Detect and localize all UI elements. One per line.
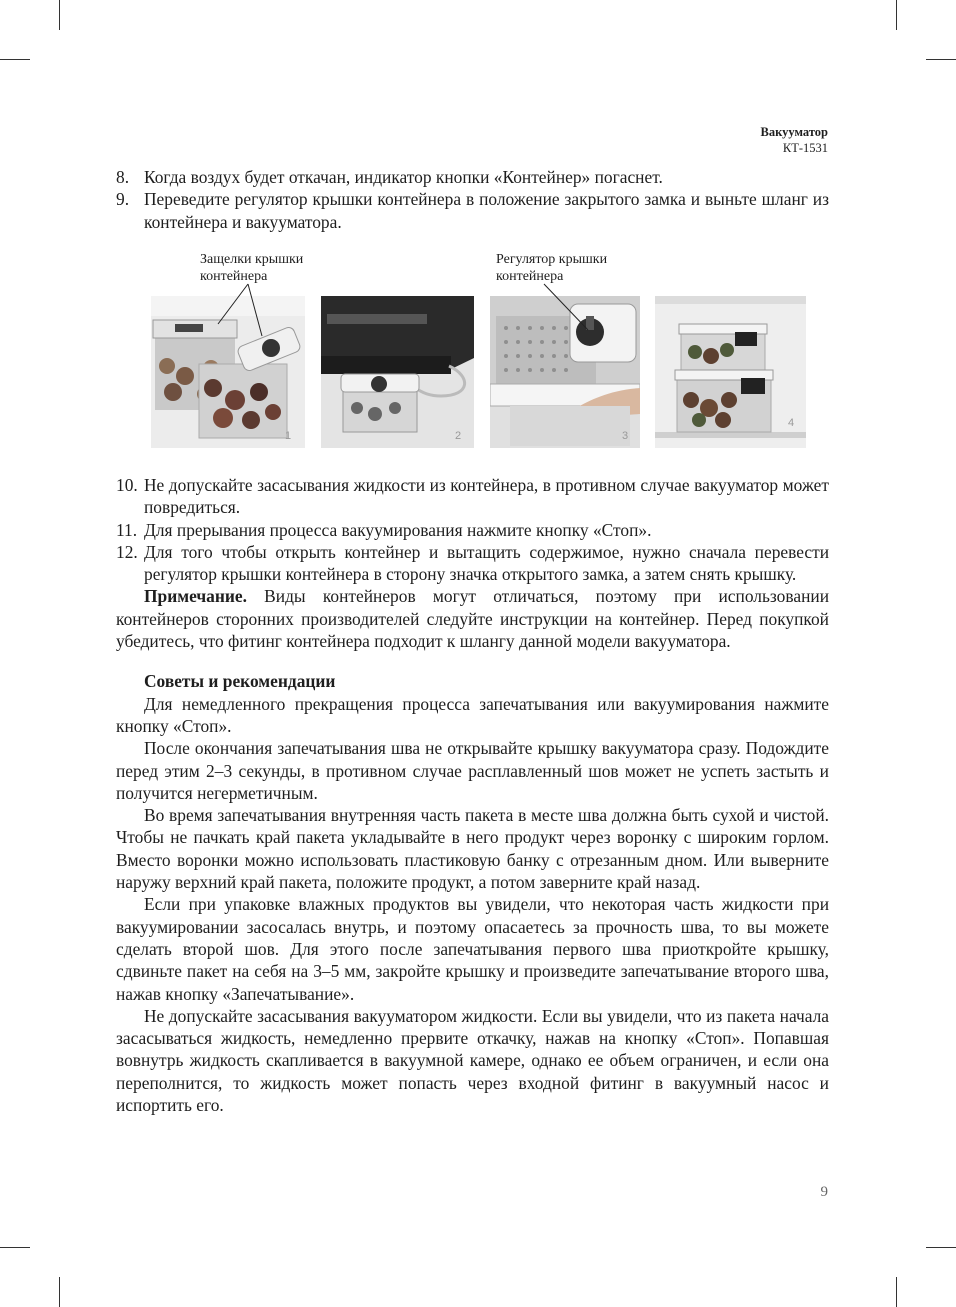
- main-text: [116, 474, 829, 1116]
- crop-mark: [59, 1277, 60, 1307]
- list-text: Для того чтобы открыть контейнер и вытащить содержимое, нужно сначала перевести регулятор крышки контейнера в сторону значка открытого замка, а затем снять крышку.: [144, 541, 829, 585]
- list-item: [116, 474, 829, 519]
- list-number: 10.: [116, 475, 138, 495]
- page-number: 9: [820, 1184, 828, 1200]
- figure-label-latches: Защелки крышки контейнера: [200, 252, 304, 284]
- list-text: Когда воздух будет откачан, индикатор кнопки «Контейнер» погаснет.: [144, 167, 663, 187]
- crop-mark: [0, 1247, 30, 1248]
- list-text: Переведите регулятор крышки контейнера в положение закрытого замка и выньте шланг из контейнера и вакууматора.: [144, 189, 829, 232]
- list-text: Не допускайте засасывания жидкости из контейнера, в противном случае вакууматор может повредиться.: [144, 475, 829, 518]
- list-text: Для прерывания процесса вакуумирования нажмите кнопку «Стоп».: [144, 519, 652, 540]
- list-number: 8.: [116, 167, 130, 187]
- tips-paragraph: Не допускайте засасывания вакууматором жидкости. Если вы увидели, что из пакета начала засасываться жидкость, немедленно прервите откачку, нажав на кнопку «Стоп». Попавшая вовнутрь жидкость скапливается в вакуумной камере, однако ее объем ограничен, и если она переполнится, то жидкость может попасть через входной фитинг в вакуумный насос и испортить его.: [116, 1005, 829, 1116]
- photo-number: 2: [455, 430, 462, 442]
- note-paragraph: [116, 585, 829, 652]
- list-item: [116, 519, 829, 541]
- header-model: КТ-1531: [782, 141, 828, 155]
- header-title: Вакууматор: [760, 125, 828, 139]
- note-label: Примечание.: [144, 586, 247, 607]
- list-number: 11.: [116, 519, 138, 540]
- crop-mark: [896, 1277, 897, 1307]
- photo-number: 4: [788, 417, 795, 429]
- list-number: 9.: [116, 189, 130, 210]
- tips-paragraph: После окончания запечатывания шва не открывайте крышку вакууматора сразу. Подождите перед этим 2–3 секунды, в противном случае расплавленный шов может не успеть застыть и получится негерметичным.: [116, 738, 829, 803]
- tips-paragraph: Для немедленного прекращения процесса запечатывания или вакуумирования нажмите кнопку «Стоп».: [116, 693, 829, 736]
- list-number: 12.: [116, 541, 138, 562]
- tips-paragraph: Во время запечатывания внутренняя часть пакета в месте шва должна быть сухой и чистой. Чтобы не пачкать край пакета укладывайте в него продукт через воронку с широким горлом. Вместо воронки можно использовать пластиковую банку с отрезанным дном. Или выверните наружу верхний край пакета, положите продукт, а потом заверните край назад.: [116, 805, 829, 893]
- figure-pointer-lines: [0, 0, 956, 460]
- photo-number: 1: [285, 430, 292, 442]
- figure-label-regulator: Регулятор крышки контейнера: [496, 252, 608, 284]
- crop-mark: [926, 1247, 956, 1248]
- tips-paragraph: Если при упаковке влажных продуктов вы увидели, что некоторая часть жидкости при вакуумировании засосалась внутрь, и поэтому опасаетесь за прочность шва, то вы можете сделать второй шов. Для этого после запечатывания первого шва приоткройте крышку, сдвиньте пакет на себя на 3–5 мм, закройте крышку и произведите запечатывание второго шва, нажав кнопку «Запечатывание».: [116, 894, 829, 1004]
- note-text: Виды контейнеров могут отличаться, поэтому при использовании контейнеров сторонних производителей следуйте инструкции на контейнер. Перед покупкой убедитесь, что фитинг контейнера подходит к шлангу данной модели вакууматора.: [116, 586, 829, 652]
- tips-heading: Советы и рекомендации: [144, 671, 336, 692]
- list-item: [116, 541, 829, 586]
- photo-number: 3: [622, 430, 629, 442]
